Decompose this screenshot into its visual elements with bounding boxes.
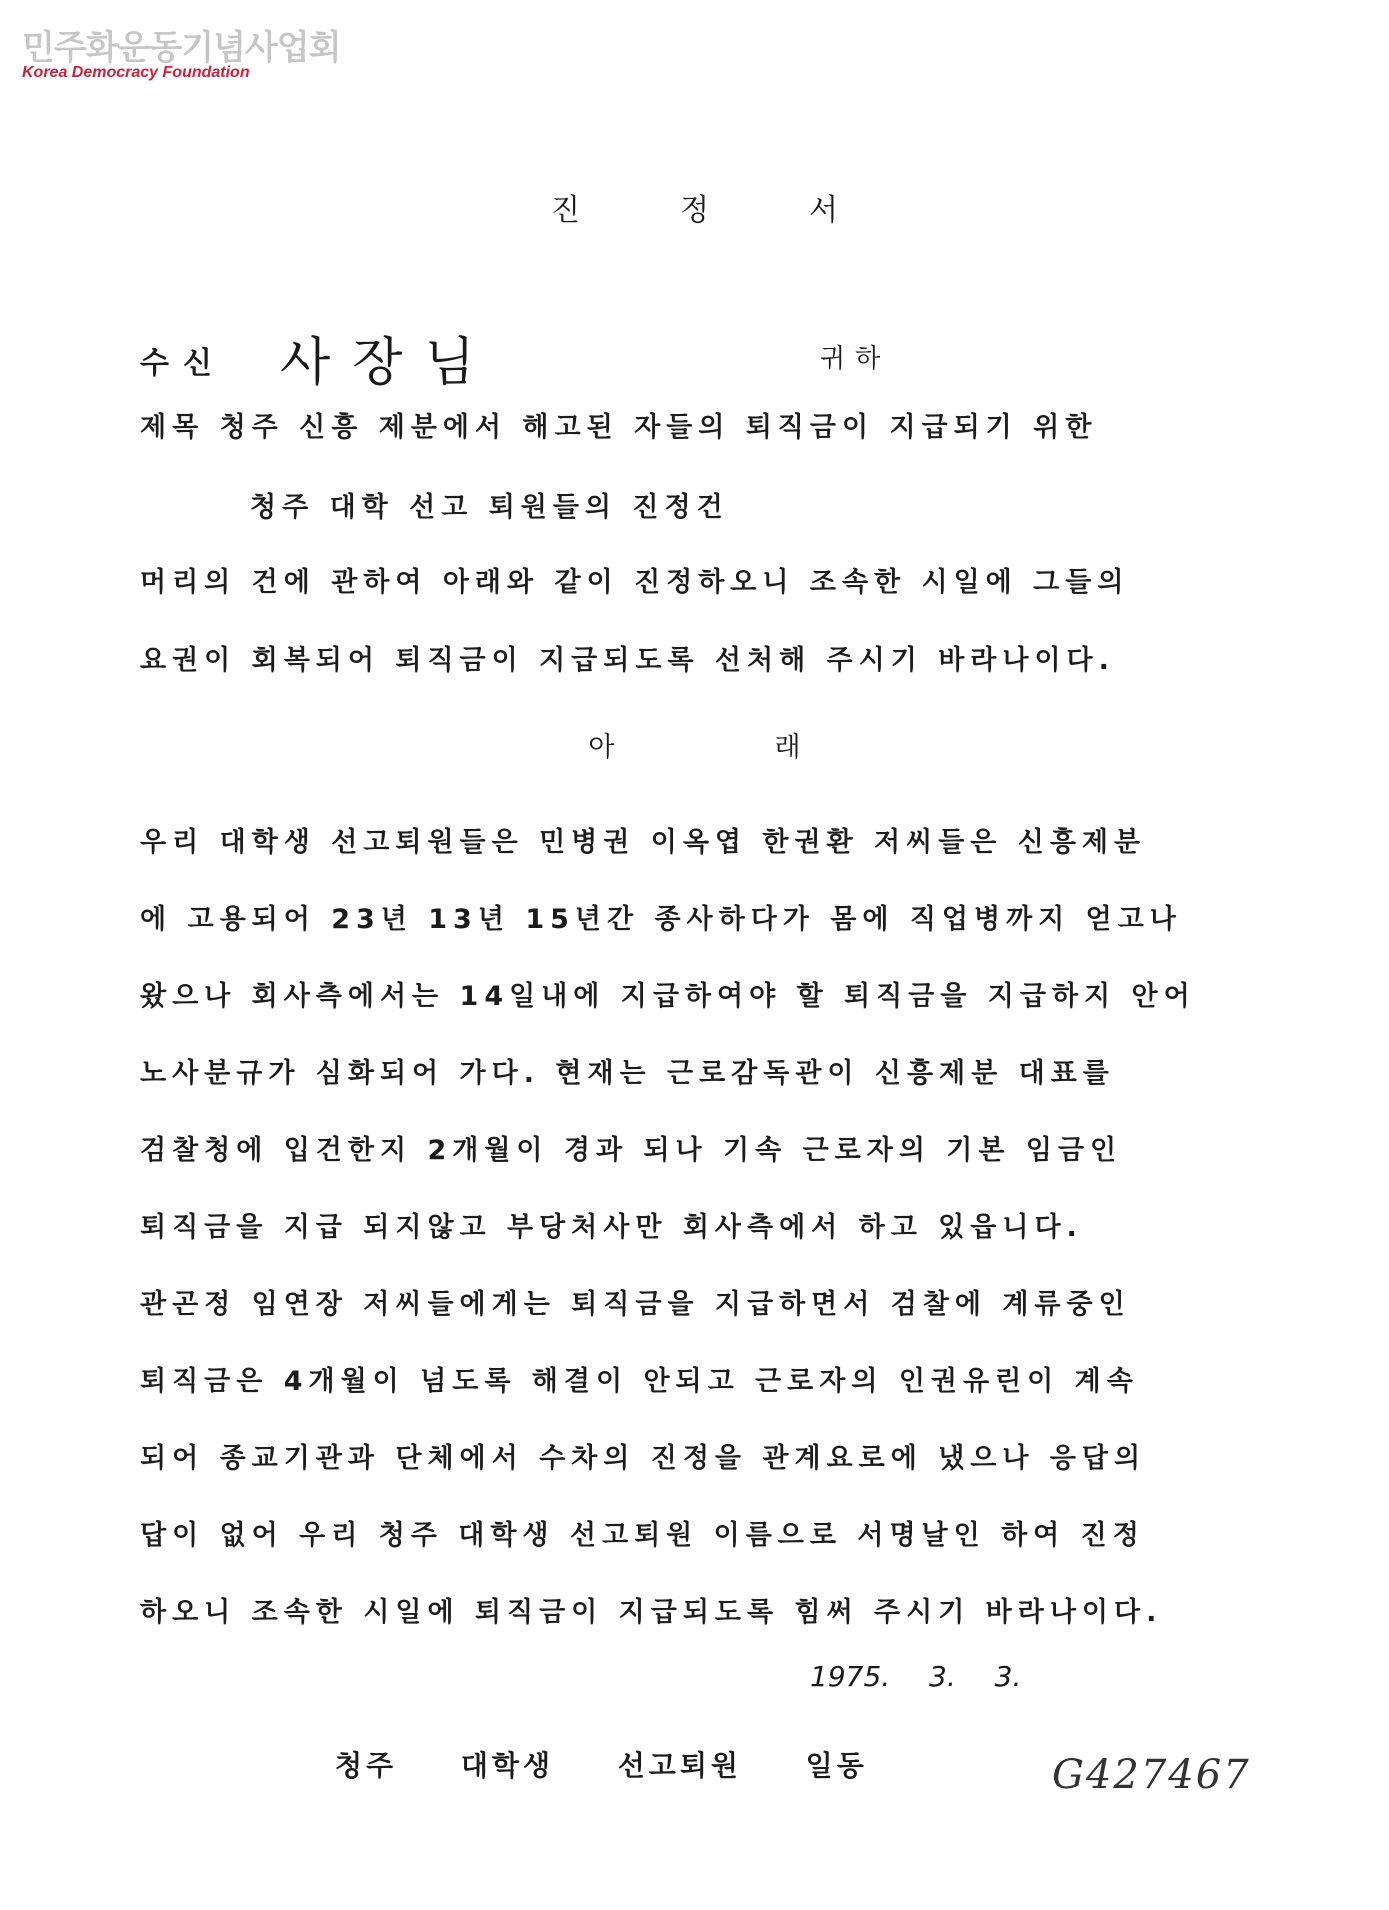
body-line: 답이 없어 우리 청주 대학생 선고퇴원 이름으로 서명날인 하여 진정 [140,1520,1145,1551]
archive-number: G427467 [1052,1752,1251,1798]
subject-line-1: 제목 청주 신흥 제분에서 해고된 자들의 퇴직금이 지급되기 위한 [140,412,1098,443]
body-line: 왔으나 회사측에서는 14일내에 지급하여야 할 퇴직금을 지급하지 안어 [140,981,1196,1012]
body-line: 관곤정 임연장 저씨들에게는 퇴직금을 지급하면서 검찰에 계류중인 [140,1289,1131,1320]
foundation-logo-english: Korea Democracy Foundation [22,64,250,81]
body-line: 되어 종교기관과 단체에서 수차의 진정을 관계요로에 냈으나 응답의 [140,1443,1147,1474]
body-line: 우리 대학생 선고퇴원들은 민병권 이옥엽 한권환 저씨들은 신흥제분 [140,827,1147,858]
foundation-logo-korean: 민주화운동기념사업회 [22,28,341,68]
intro-line-2: 요권이 회복되어 퇴직금이 지급되도록 선처해 주시기 바라나이다. [140,645,1115,676]
intro-line-1: 머리의 건에 관하여 아래와 같이 진정하오니 조속한 시일에 그들의 [140,567,1130,598]
document-date: 1975. 3. 3. [810,1660,1022,1693]
body-line: 퇴직금을 지급 되지않고 부당처사만 회사측에서 하고 있읍니다. [140,1212,1083,1243]
section-heading: 아래 [588,732,961,763]
document-title: 진정서 [551,193,938,228]
body-line: 퇴직금은 4개월이 넘도록 해결이 안되고 근로자의 인권유린이 계속 [140,1366,1139,1397]
subject-line-2: 청주 대학 선고 퇴원들의 진정건 [250,492,729,523]
body-line: 에 고용되어 23년 13년 15년간 종사하다가 몸에 직업병까지 얻고나 [140,904,1182,935]
body-line: 노사분규가 심화되어 가다. 현재는 근로감독관이 신흥제분 대표를 [140,1058,1115,1089]
body-line: 검찰청에 입건한지 2개월이 경과 되나 기속 근로자의 기본 임금인 [140,1135,1123,1166]
honorific: 귀하 [820,344,891,374]
recipient-line [140,330,1240,393]
body-line: 하오니 조속한 시일에 퇴직금이 지급되도록 힘써 주시기 바라나이다. [140,1597,1163,1628]
recipient-name: 사장님 [280,333,497,393]
signatory: 청주 대학생 선고퇴원 일동 [335,1749,868,1782]
recipient-label: 수신 [140,346,226,381]
